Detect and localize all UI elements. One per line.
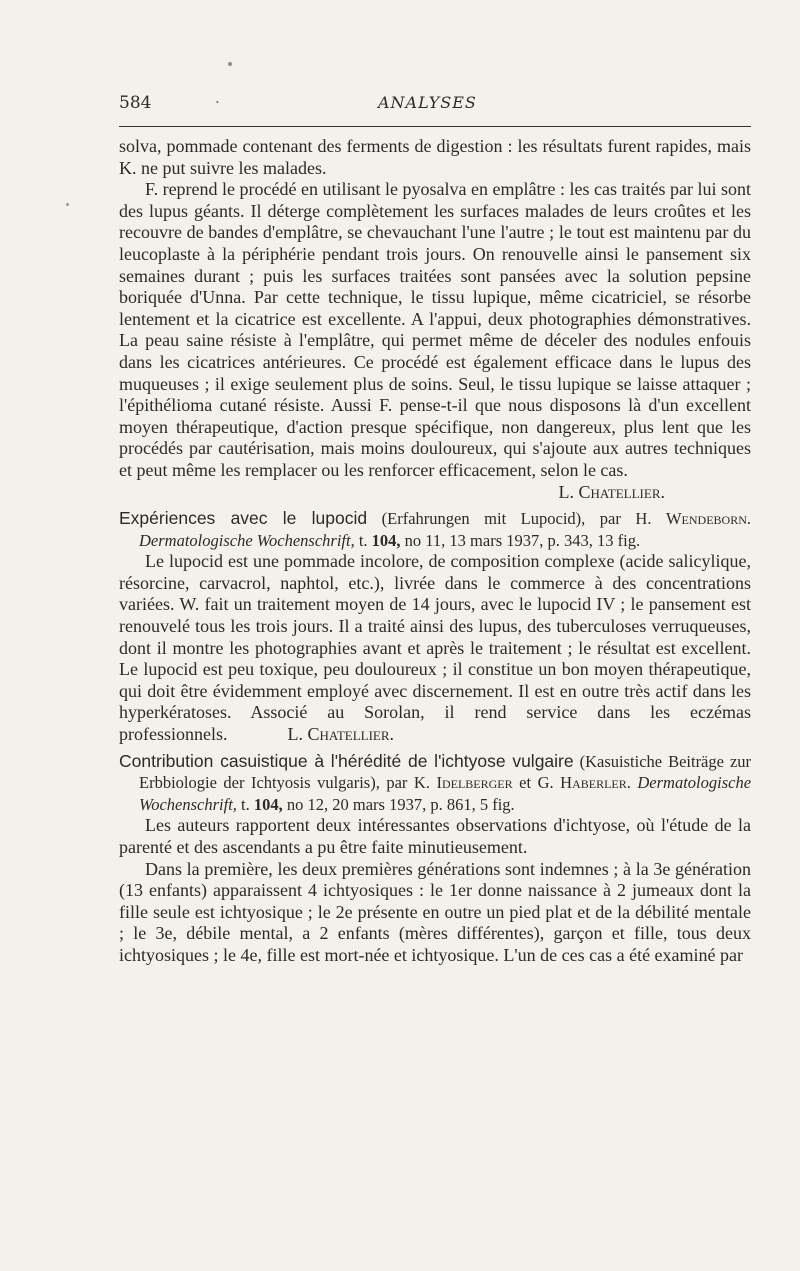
body-text bbox=[119, 136, 751, 967]
header-rule bbox=[119, 126, 751, 127]
conjunction: et G. bbox=[519, 773, 554, 793]
article-author: Haberler. bbox=[560, 773, 631, 793]
article-title: Contribution casuistique à l'hérédité de l'ichtyose vulgaire bbox=[119, 750, 574, 771]
paragraph-ichtyose-intro: Les auteurs rapportent deux intéressantes observations d'ichtyose, où l'étude de la parenté et des ascendants a pu être faite minutieusement. bbox=[119, 815, 751, 857]
paragraph-text: Le lupocid est une pommade incolore, de composition complexe (acide salicylique, résorcine, carvacrol, naphtol, etc.), livrée dans le commerce à des concentrations variées. W. fait un traitement moyen de 14 jours, avec le lupocid IV ; le pansement est renouvelé tous les trois jours. Il a traité ainsi des lupus, des tuberculoses verruqueuses, dont il montre les photographies avant et après le traitement ; le résultat est excellent. Le lupocid est peu toxique, peu douloureux ; il constitue un bon moyen thérapeutique, qui doit être évidemment employé avec discernement. Il est en outre très actif dans les hyperkératoses. Associé au Sorolan, il rend service dans les eczémas professionnels. bbox=[119, 551, 751, 745]
citation-details: no 12, 20 mars 1937, p. 861, 5 fig. bbox=[286, 794, 515, 814]
article-original-title: (Erfahrungen mit Lupocid), par H. bbox=[381, 509, 652, 529]
journal-name: Dermatologische Wochenschrift, bbox=[139, 530, 355, 550]
citation-details: no 11, 13 mars 1937, p. 343, 13 fig. bbox=[404, 530, 641, 550]
paper-speck bbox=[66, 203, 69, 206]
signature: L. Chatellier. bbox=[287, 724, 395, 745]
paragraph-continued: solva, pommade contenant des ferments de digestion : les résultats furent rapides, mais K. ne put suivre les malades. bbox=[119, 136, 751, 178]
article-author: Idelberger bbox=[436, 773, 513, 793]
paragraph-lupocid bbox=[119, 551, 751, 745]
running-head: ANALYSES bbox=[378, 93, 477, 112]
volume-number: 104, bbox=[371, 530, 401, 550]
page-header bbox=[119, 93, 749, 117]
paragraph-ichtyose-case: Dans la première, les deux premières générations sont indemnes ; à la 3e génération (13 enfants) apparaissent 4 ichtyosiques : le 1er donne naissance à 2 jumeaux dont la fille seule est ichtyosique ; le 2e présente en outre un pied plat et de la débilité mentale ; le 3e, débile mental, a 2 enfants (mères différentes), garçon et fille, tous deux ichtyosiques ; le 4e, fille est mort-née et ichtyosique. L'un de ces cas a été examiné par bbox=[119, 858, 751, 965]
article-author: Wendeborn. bbox=[665, 509, 752, 529]
paper-speck bbox=[228, 62, 232, 66]
tome-label: t. bbox=[358, 530, 368, 550]
journal-name: Dermatologische Wochenschrift, bbox=[139, 773, 752, 814]
article-citation-ichtyose bbox=[119, 751, 751, 816]
header-separator: · bbox=[215, 93, 220, 111]
signature: L. Chatellier. bbox=[558, 481, 665, 502]
page-number: 584 bbox=[119, 93, 152, 113]
article-original-title: (Kasuistiche Beiträge zur Erbbiologie der Ichtyosis vulgaris), par K. bbox=[139, 751, 752, 793]
volume-number: 104, bbox=[253, 794, 283, 814]
article-title: Expériences avec le lupocid bbox=[119, 508, 368, 529]
tome-label: t. bbox=[241, 794, 250, 814]
article-citation-lupocid bbox=[119, 508, 751, 551]
paragraph-pyosalva: F. reprend le procédé en utilisant le pyosalva en emplâtre : les cas traités par lui sont des lupus géants. Il déterge complètement les surfaces malades de leurs croûtes et les recouvre de bandes d'emplâtre, se chevauchant l'une l'autre ; le tout est maintenu par du leucoplaste à la périphérie pendant trois jours. On renouvelle ainsi le pansement six semaines durant ; puis les surfaces traitées sont pansées avec la solution pepsine boriquée d'Unna. Par cette technique, le tissu lupique, même cicatriciel, se résorbe lentement et la cicatrice est excellente. A l'appui, deux photographies démonstratives. La peau saine résiste à l'emplâtre, qui permet même de déceler des nodules enfouis dans les cicatrices antérieures. Ce procédé est également efficace dans le lupus des muqueuses ; il exige seulement plus de soins. Seul, le tissu lupique se laisse attaquer ; l'épithélioma cutané résiste. Aussi F. pense-t-il que nous disposons là d'un excellent moyen thérapeutique, d'action presque spécifique, non dangereux, plus lent que les procédés par cautérisation, mais moins douloureux, qui s'ajoute aux autres techniques et peut même les remplacer ou les renforcer efficacement, selon le cas. bbox=[119, 179, 751, 480]
